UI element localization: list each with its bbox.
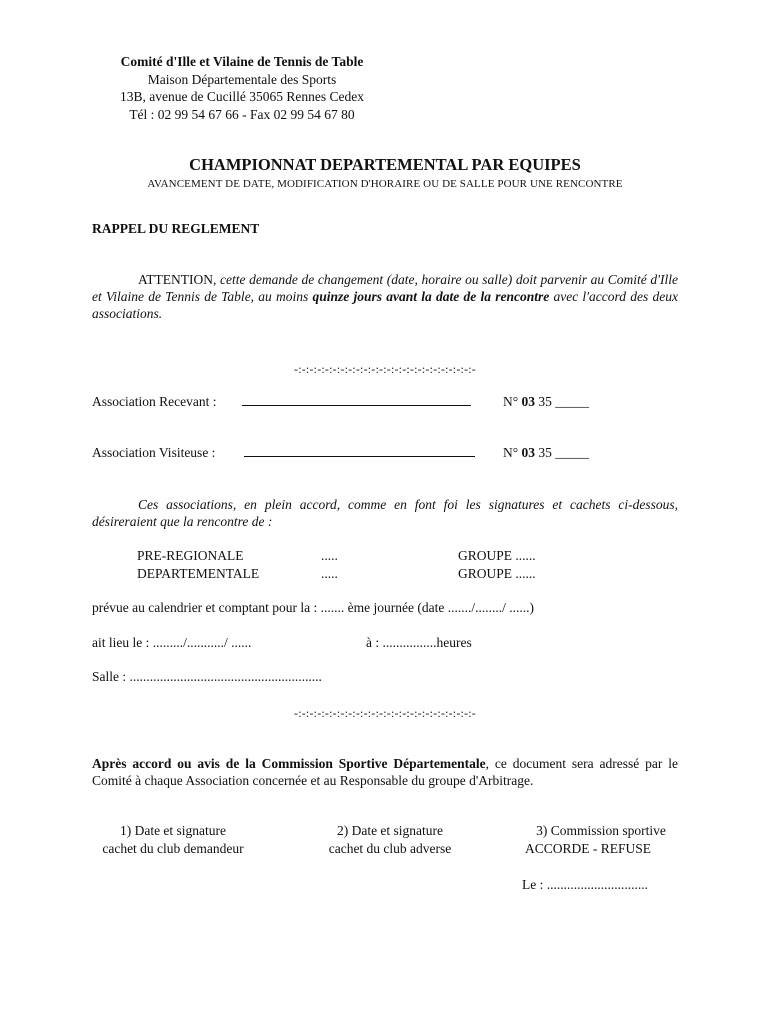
separator-bottom: -:-:-:-:-:-:-:-:-:-:-:-:-:-:-:-:-:-:-:-:-:-:-:- xyxy=(294,706,476,720)
number-prefix: N° xyxy=(503,445,519,460)
salle-line[interactable]: Salle : ......................................................... xyxy=(92,669,322,684)
section-heading: RAPPEL DU REGLEMENT xyxy=(92,221,260,236)
number-dept: 03 xyxy=(521,445,536,460)
signature-line1: 1) Date et signature xyxy=(119,823,227,838)
org-address: 13B, avenue de Cucillé 35065 Rennes Cedex xyxy=(119,89,365,104)
org-name: Comité d'Ille et Vilaine de Tennis de Table xyxy=(120,54,364,69)
signature-block-commission[interactable] xyxy=(525,822,677,858)
separator-top: -:-:-:-:-:-:-:-:-:-:-:-:-:-:-:-:-:-:-:-:-:-:-:- xyxy=(294,362,476,376)
division-name: DEPARTEMENTALE xyxy=(137,566,260,581)
page-subtitle: AVANCEMENT DE DATE, MODIFICATION D'HORAIRE OU DE SALLE POUR UNE RENCONTRE xyxy=(147,178,623,190)
apres-text: , ce document sera adressé par le Comité à chaque Association concernée et au Responsable du groupe d'Arbitrage. xyxy=(92,756,678,788)
signature-block-demandeur[interactable] xyxy=(92,822,254,858)
signature-line2: cachet du club adverse xyxy=(328,841,452,856)
attention-lead: ATTENTION, xyxy=(138,272,217,287)
signature-line2: ACCORDE - REFUSE xyxy=(525,841,652,856)
number-dept: 03 xyxy=(521,394,536,409)
number-rest: 35 _____ xyxy=(538,445,590,460)
signature-line1: 3) Commission sportive xyxy=(536,823,666,838)
page-title: CHAMPIONNAT DEPARTEMENTAL PAR EQUIPES xyxy=(189,155,581,174)
attention-text-1: cette demande de changement (date, horaire ou salle) doit parvenir au Comité d'Ille et Vilaine de Tennis de Table, au moins xyxy=(92,272,678,304)
attention-bold: quinze jours avant la date de la rencontre xyxy=(312,289,550,304)
prevue-line[interactable]: prévue au calendrier et comptant pour la : ....... ème journée (date ......./......../ ......) xyxy=(92,600,534,615)
division-dots[interactable]: ..... xyxy=(321,548,338,563)
assoc-recevant-label: Association Recevant : xyxy=(92,394,217,409)
number-rest: 35 _____ xyxy=(538,394,590,409)
number-prefix: N° xyxy=(503,394,519,409)
signature-line1: 2) Date et signature xyxy=(336,823,444,838)
assoc-recevant-number xyxy=(503,393,589,410)
accord-paragraph xyxy=(92,496,678,530)
apres-bold: Après accord ou avis de la Commission Sportive Départementale xyxy=(92,756,486,771)
commission-date-line[interactable]: Le : .............................. xyxy=(522,877,648,892)
ait-lieu-line[interactable]: ait lieu le : ........./.........../ ...... xyxy=(92,635,252,650)
org-phone: Tél : 02 99 54 67 66 - Fax 02 99 54 67 80 xyxy=(129,106,355,122)
attention-text-2: avec l'accord des deux associations. xyxy=(92,289,678,321)
division-dots[interactable]: ..... xyxy=(321,566,338,581)
org-building: Maison Départementale des Sports xyxy=(147,71,337,87)
division-group[interactable]: GROUPE ...... xyxy=(458,566,536,581)
signature-line2: cachet du club demandeur xyxy=(102,841,244,856)
assoc-visiteuse-label: Association Visiteuse : xyxy=(92,445,216,460)
accord-text: Ces associations, en plein accord, comme en font foi les signatures et cachets ci-dessous, désireraient que la rencontre de : xyxy=(92,497,678,529)
assoc-recevant-field[interactable] xyxy=(242,393,471,406)
apres-paragraph xyxy=(92,755,678,789)
division-group[interactable]: GROUPE ...... xyxy=(458,548,536,563)
heures-line[interactable]: à : ................heures xyxy=(366,635,472,650)
assoc-visiteuse-field[interactable] xyxy=(244,444,475,457)
signature-block-adverse[interactable] xyxy=(318,822,462,858)
attention-paragraph xyxy=(92,271,678,322)
assoc-visiteuse-number xyxy=(503,444,589,461)
letterhead xyxy=(92,53,392,123)
division-name: PRE-REGIONALE xyxy=(137,548,244,563)
